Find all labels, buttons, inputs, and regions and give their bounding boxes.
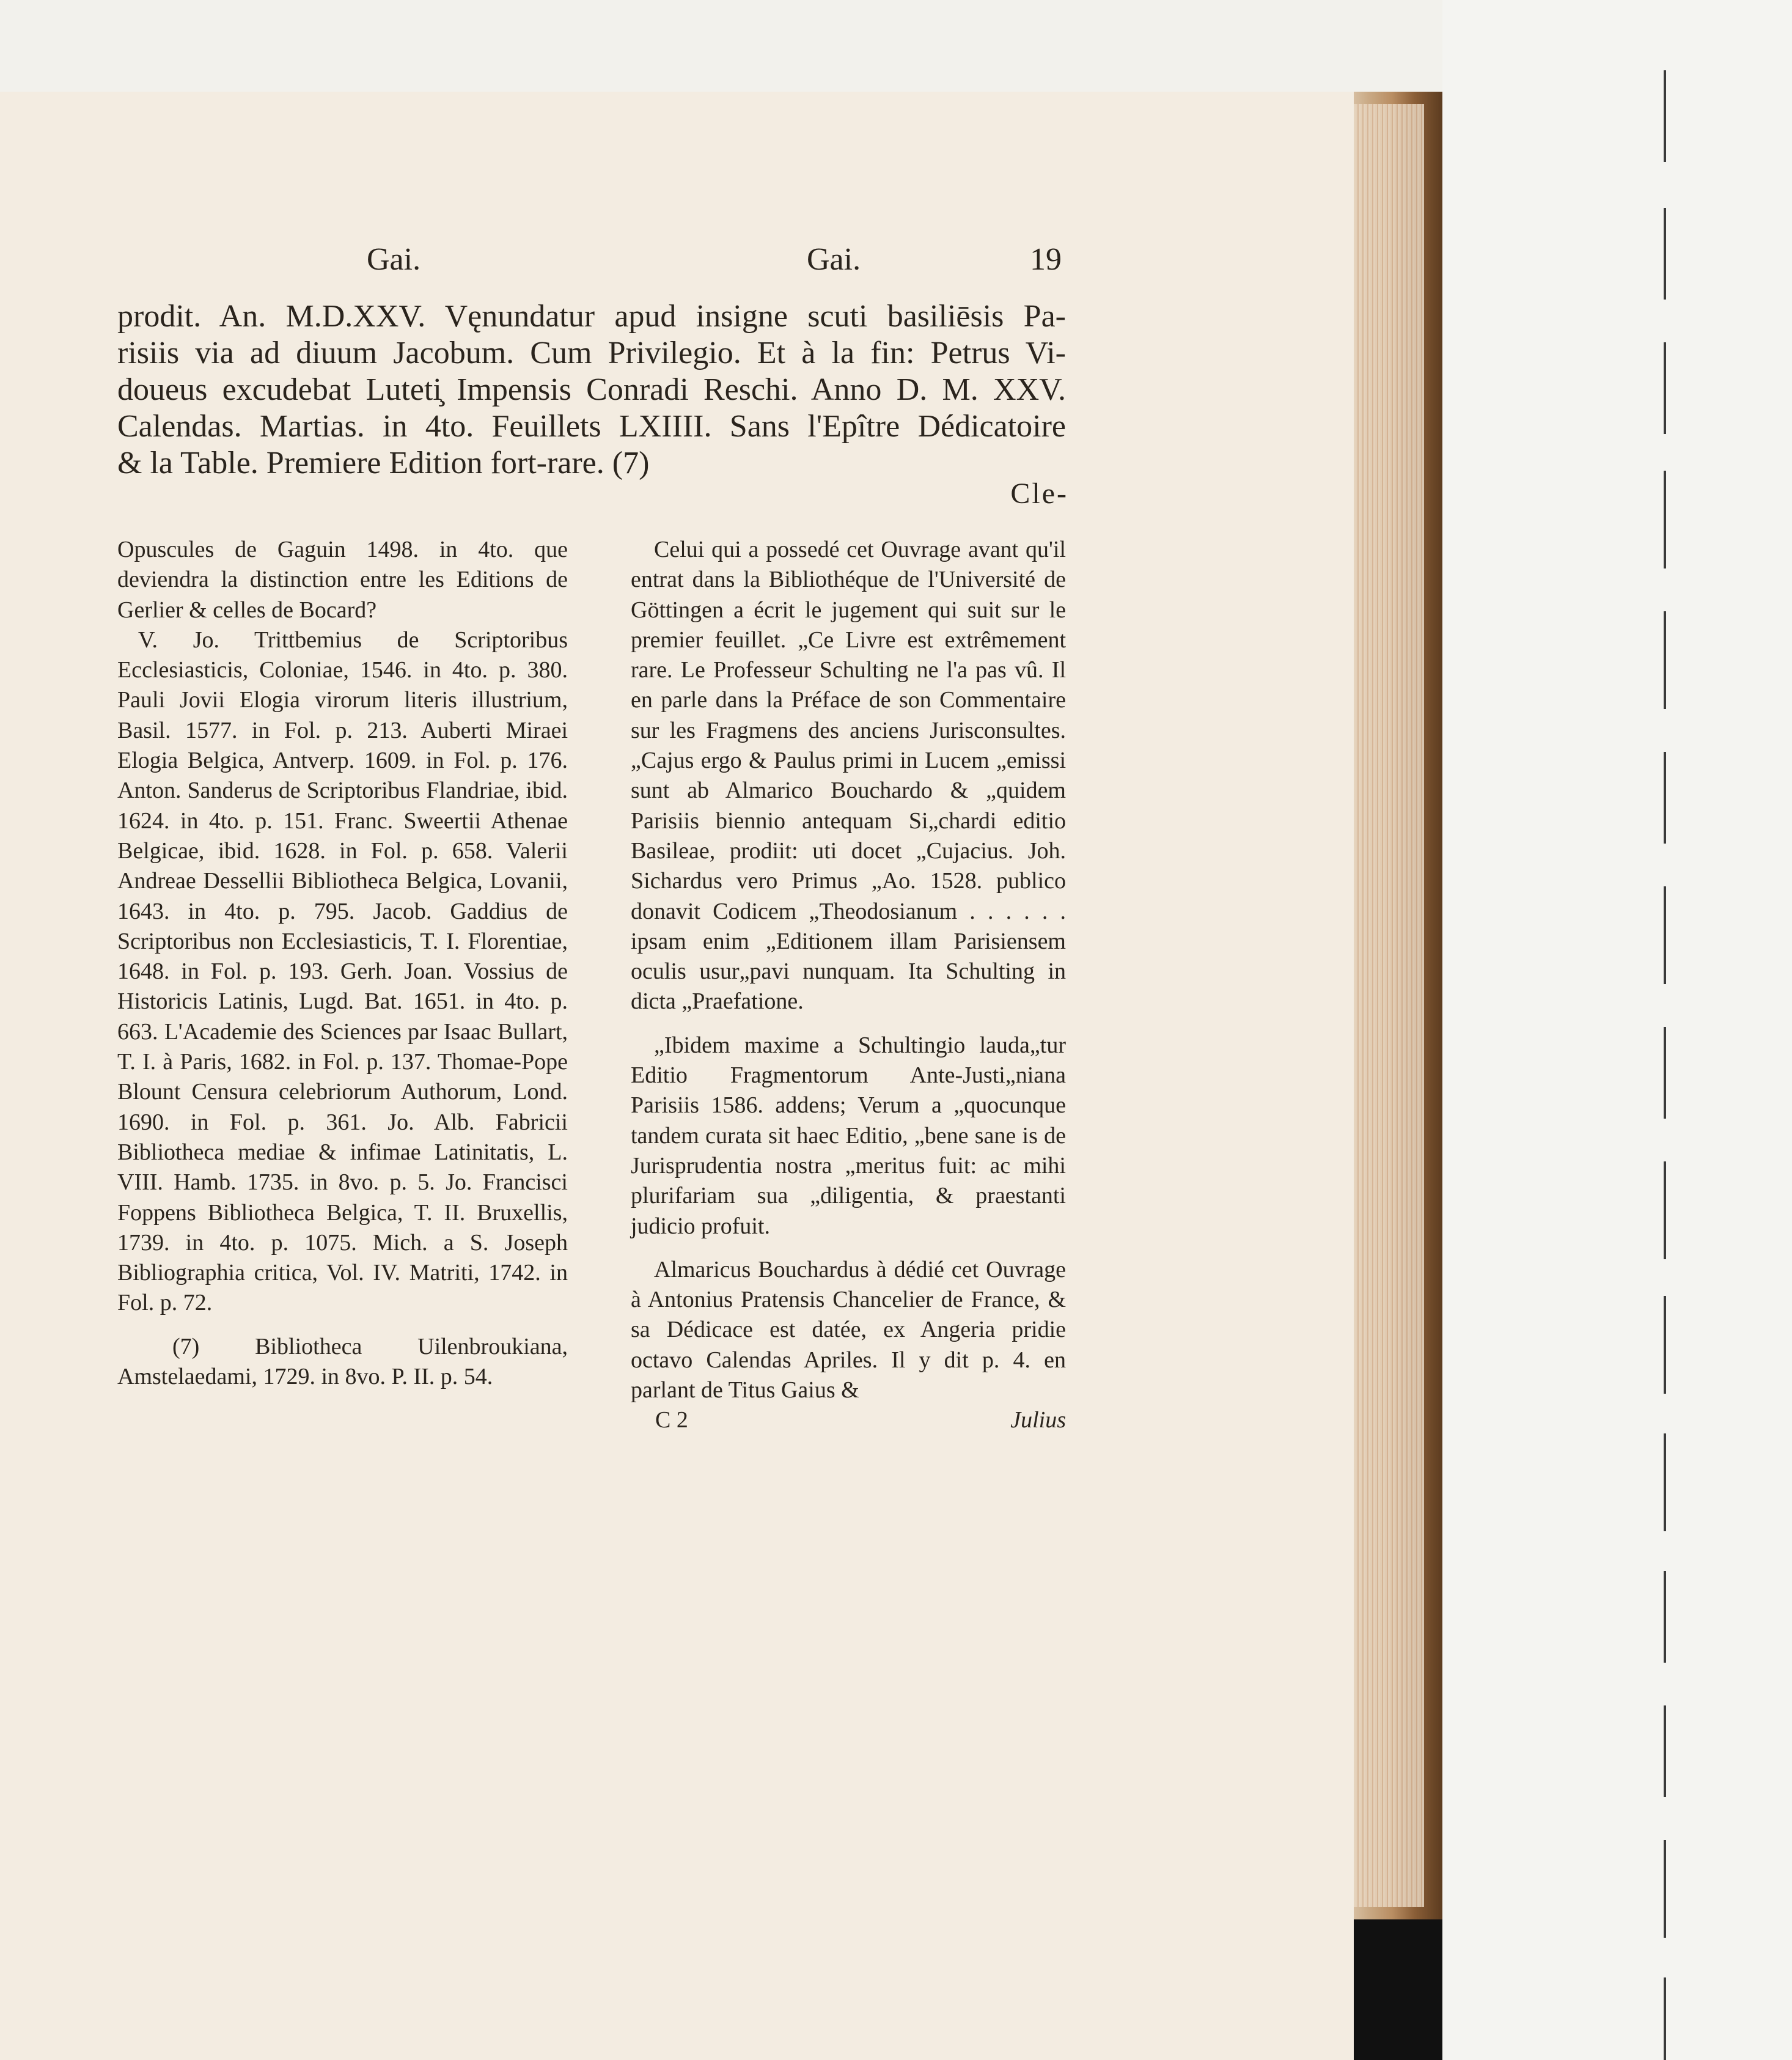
- catchword-top: Cle-: [1010, 477, 1068, 510]
- scanner-tick-mark: [1664, 1433, 1666, 1531]
- scanner-tick-mark: [1664, 886, 1666, 984]
- running-head-center: Gai.: [807, 242, 861, 277]
- scanner-tick-mark: [1664, 471, 1666, 568]
- catchword-bottom: Julius: [1010, 1407, 1066, 1433]
- intro-paragraph: [117, 298, 1066, 482]
- scanner-tick-mark: [1664, 1027, 1666, 1119]
- scanner-tick-mark: [1664, 1840, 1666, 1938]
- scanner-background-right: [1442, 0, 1792, 2060]
- intro-line: Calendas. Martias. in 4to. Feuillets LXIIII. Sans l'Epître Dédicatoire: [117, 409, 1066, 444]
- right-paragraph: Celui qui a possedé cet Ouvrage avant qu'il entrat dans la Bibliothéque de l'Université de Göttingen a écrit le jugement qui suit sur le premier feuillet. „Ce Livre est extrêmement rare. Le Professeur Schulting ne l'a pas vû. Il en parle dans la Préface de son Commentaire sur les Fragmens des anciens Jurisconsultes. „Cajus ergo & Paulus primi in Lucem „emissi sunt ab Almarico Bouchardo & „quidem Parisiis biennio antequam Si„chardi editio Basileae, prodiit: uti docet „Cujacius. Joh. Sichardus vero Primus „Ao. 1528. publico donavit Codicem „Theodosianum . . . . . . ipsam enim „Editionem illam Parisiensem oculis usur„pavi nunquam. Ita Schulting in dicta „Praefatione.: [631, 537, 1066, 1015]
- scanner-tick-mark: [1664, 1571, 1666, 1663]
- right-paragraph: Almaricus Bouchardus à dédié cet Ouvrage à Antonius Pratensis Chancelier de France, & sa Dédicace est datée, ex Angeria pridie octavo Calendas Apriles. Il y dit p. 4. en parlant de Titus Gaius &: [631, 1256, 1066, 1403]
- page-footer: [631, 1405, 1066, 1435]
- footnote-7: (7) Bibliotheca Uilenbroukiana, Amstelaedami, 1729. in 8vo. P. II. p. 54.: [117, 1333, 568, 1390]
- scanner-tick-mark: [1664, 611, 1666, 709]
- intro-line: doueus excudebat Luteti̧ Impensis Conradi Reschi. Anno D. M. XXV.: [117, 372, 1066, 407]
- intro-line: & la Table. Premiere Edition fort-rare. (7): [117, 446, 650, 480]
- page-number: 19: [1030, 242, 1062, 277]
- scanner-tick-mark: [1664, 1705, 1666, 1797]
- scanner-tick-mark: [1664, 70, 1666, 162]
- signature-mark: C 2: [655, 1407, 688, 1433]
- bottom-shadow: [1345, 1919, 1442, 2060]
- left-column: [117, 535, 568, 1392]
- intro-line: risiis via ad diuum Jacobum. Cum Privilegio. Et à la fin: Petrus Vi-: [117, 336, 1066, 370]
- running-head-left: Gai.: [367, 242, 421, 277]
- scanner-tick-mark: [1664, 752, 1666, 844]
- scanner-tick-mark: [1664, 1161, 1666, 1259]
- scanner-tick-mark: [1664, 342, 1666, 434]
- page-stack-edge: [1351, 104, 1424, 1907]
- scanner-tick-mark: [1664, 1977, 1666, 2060]
- right-column: [631, 535, 1066, 1436]
- right-paragraph: „Ibidem maxime a Schultingio lauda„tur Editio Fragmentorum Ante-Justi„niana Parisiis 1586. addens; Verum a „quocunque tandem curata sit haec Editio, „bene sane is de Jurisprudentia nostra „meritus fuit: ac mihi plurifariam sua „diligentia, & praestanti judicio profuit.: [631, 1032, 1066, 1239]
- intro-line: prodit. An. M.D.XXV. Vęnundatur apud insigne scuti basiliēsis Pa-: [117, 299, 1066, 334]
- scanner-tick-mark: [1664, 1296, 1666, 1394]
- left-paragraph: V. Jo. Trittbemius de Scriptoribus Ecclesiasticis, Coloniae, 1546. in 4to. p. 380. Pauli Jovii Elogia virorum literis illustrium, Basil. 1577. in Fol. p. 213. Auberti Miraei Elogia Belgica, Antverp. 1609. in Fol. p. 176. Anton. Sanderus de Scriptoribus Flandriae, ibid. 1624. in 4to. p. 151. Franc. Sweertii Athenae Belgicae, ibid. 1628. in Fol. p. 658. Valerii Andreae Dessellii Bibliotheca Belgica, Lovanii, 1643. in 4to. p. 795. Jacob. Gaddius de Scriptoribus non Ecclesiasticis, T. I. Florentiae, 1648. in Fol. p. 193. Gerh. Joan. Vossius de Historicis Latinis, Lugd. Bat. 1651. in 4to. p. 663. L'Academie des Sciences par Isaac Bullart, T. I. à Paris, 1682. in Fol. p. 137. Thomae-Pope Blount Censura celebriorum Authorum, Lond. 1690. in Fol. p. 361. Jo. Alb. Fabricii Bibliotheca mediae & infimae Latinitatis, L. VIII. Hamb. 1735. in 8vo. p. 5. Jo. Francisci Foppens Bibliotheca Belgica, T. II. Bruxellis, 1739. in 4to. p. 1075. Mich. a S. Joseph Bibliographia critica, Vol. IV. Matriti, 1742. in Fol. p. 72.: [117, 627, 568, 1316]
- left-paragraph: Opuscules de Gaguin 1498. in 4to. que deviendra la distinction entre les Editions de Gerlier & celles de Bocard?: [117, 537, 568, 623]
- scanner-tick-mark: [1664, 208, 1666, 300]
